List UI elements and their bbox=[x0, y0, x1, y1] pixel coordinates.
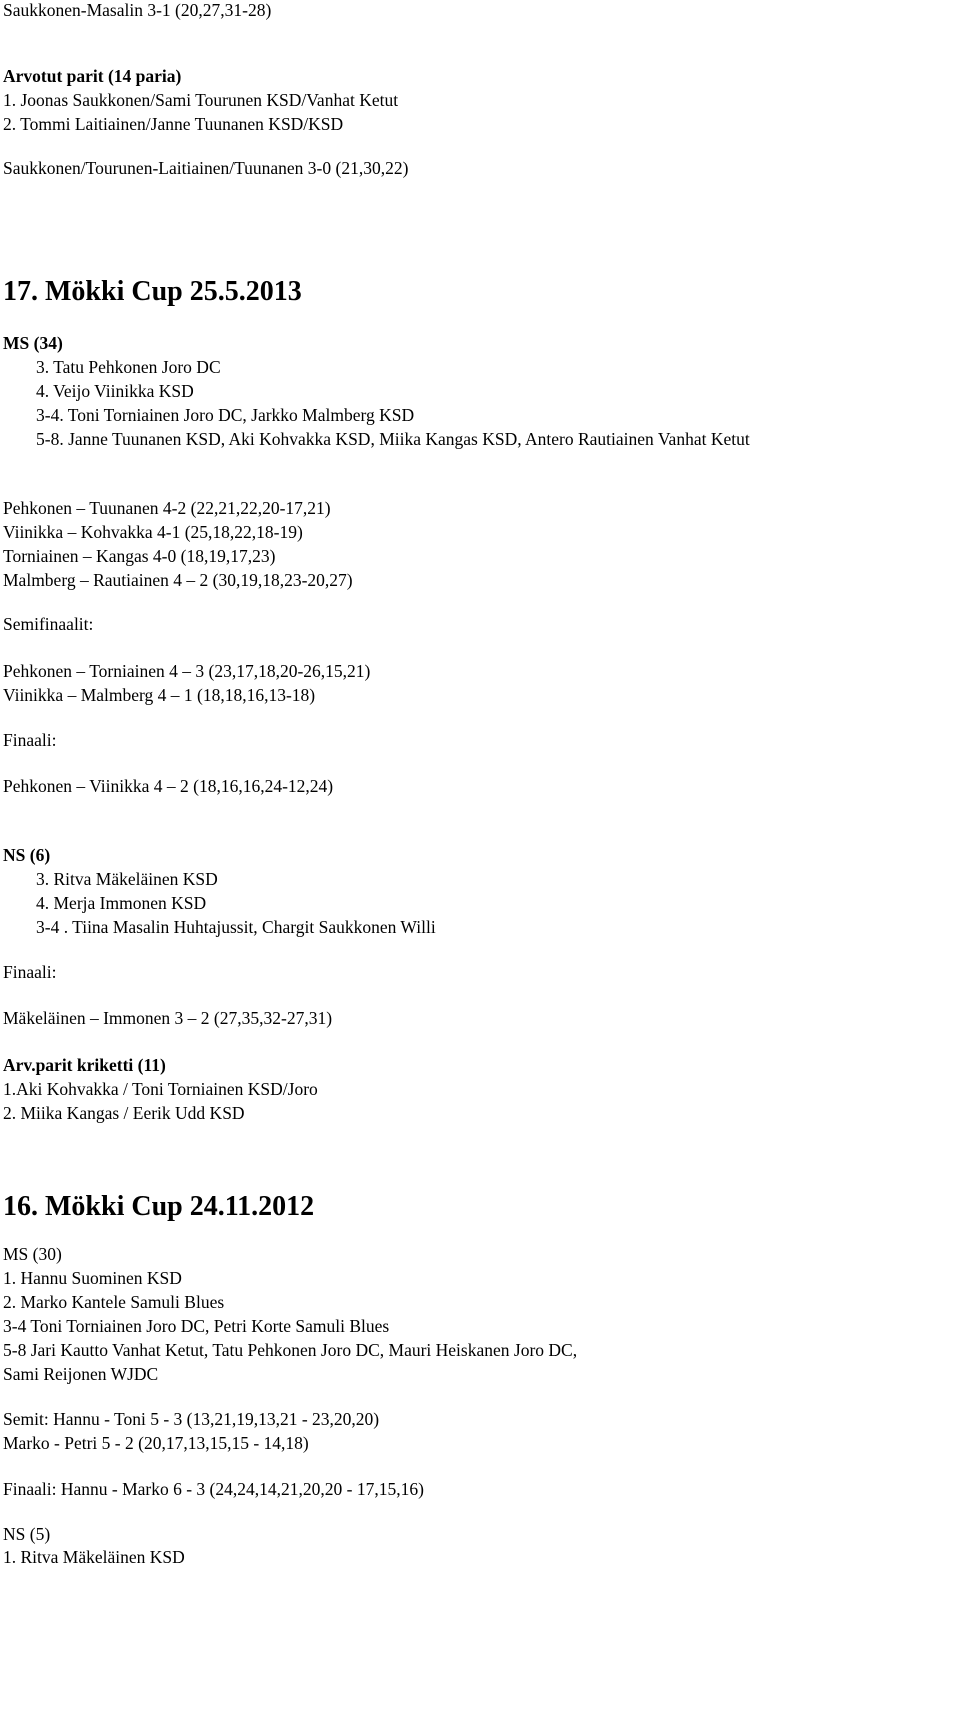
kriketti-place-2: 2. Miika Kangas / Eerik Udd KSD bbox=[3, 1103, 245, 1123]
cup-17-title: 17. Mökki Cup 25.5.2013 bbox=[3, 276, 302, 307]
ms-place-3-4: 3-4. Toni Torniainen Joro DC, Jarkko Malmberg KSD bbox=[36, 405, 415, 425]
quarterfinal-4: Malmberg – Rautiainen 4 – 2 (30,19,18,23-20,27) bbox=[3, 570, 353, 590]
ns-final-heading: Finaali: bbox=[3, 962, 57, 982]
ns-heading: NS (6) bbox=[3, 845, 51, 865]
final-heading: Finaali: bbox=[3, 730, 57, 750]
kriketti-place-1: 1.Aki Kohvakka / Toni Torniainen KSD/Joro bbox=[3, 1079, 318, 1099]
semifinals-heading: Semifinaalit: bbox=[3, 614, 94, 634]
ns-place-4: 4. Merja Immonen KSD bbox=[36, 893, 207, 913]
semifinal-1: Pehkonen – Torniainen 4 – 3 (23,17,18,20-26,15,21) bbox=[3, 661, 371, 681]
cup-16-title: 16. Mökki Cup 24.11.2012 bbox=[3, 1191, 315, 1222]
kriketti-heading: Arv.parit kriketti (11) bbox=[3, 1055, 166, 1075]
final-result: Pehkonen – Viinikka 4 – 2 (18,16,16,24-12,24) bbox=[3, 776, 334, 796]
ns-place-3: 3. Ritva Mäkeläinen KSD bbox=[36, 869, 218, 889]
pairs-result-2: 2. Tommi Laitiainen/Janne Tuunanen KSD/KSD bbox=[3, 114, 344, 134]
ms16-semifinal-1: Semit: Hannu - Toni 5 - 3 (13,21,19,13,21 - 23,20,20) bbox=[3, 1409, 380, 1429]
ms16-place-2: 2. Marko Kantele Samuli Blues bbox=[3, 1292, 225, 1312]
quarterfinal-2: Viinikka – Kohvakka 4-1 (25,18,22,18-19) bbox=[3, 522, 303, 542]
ms-place-4: 4. Veijo Viinikka KSD bbox=[36, 381, 194, 401]
ms16-place-3-4: 3-4 Toni Torniainen Joro DC, Petri Korte Samuli Blues bbox=[3, 1316, 390, 1336]
ms16-final: Finaali: Hannu - Marko 6 - 3 (24,24,14,21,20,20 - 17,15,16) bbox=[3, 1479, 424, 1499]
pairs-result-1: 1. Joonas Saukkonen/Sami Tourunen KSD/Vanhat Ketut bbox=[3, 90, 399, 110]
ms16-place-5-8-continued: Sami Reijonen WJDC bbox=[3, 1364, 159, 1384]
ms16-place-5-8: 5-8 Jari Kautto Vanhat Ketut, Tatu Pehkonen Joro DC, Mauri Heiskanen Joro DC, bbox=[3, 1340, 578, 1360]
pairs-final: Saukkonen/Tourunen-Laitiainen/Tuunanen 3-0 (21,30,22) bbox=[3, 158, 409, 178]
semifinal-2: Viinikka – Malmberg 4 – 1 (18,18,16,13-18) bbox=[3, 685, 316, 705]
pairs-heading: Arvotut parit (14 paria) bbox=[3, 66, 182, 86]
previous-final-result: Saukkonen-Masalin 3-1 (20,27,31-28) bbox=[3, 0, 272, 20]
ms16-semifinal-2: Marko - Petri 5 - 2 (20,17,13,15,15 - 14,18) bbox=[3, 1433, 309, 1453]
ns-place-3-4: 3-4 . Tiina Masalin Huhtajussit, Chargit Saukkonen Willi bbox=[36, 917, 436, 937]
ms16-heading: MS (30) bbox=[3, 1244, 62, 1264]
quarterfinal-1: Pehkonen – Tuunanen 4-2 (22,21,22,20-17,21) bbox=[3, 498, 331, 518]
ns16-place-1: 1. Ritva Mäkeläinen KSD bbox=[3, 1547, 185, 1567]
quarterfinal-3: Torniainen – Kangas 4-0 (18,19,17,23) bbox=[3, 546, 276, 566]
ms-place-3: 3. Tatu Pehkonen Joro DC bbox=[36, 357, 221, 377]
ms16-place-1: 1. Hannu Suominen KSD bbox=[3, 1268, 182, 1288]
ns-final-result: Mäkeläinen – Immonen 3 – 2 (27,35,32-27,31) bbox=[3, 1008, 333, 1028]
ms-place-5-8: 5-8. Janne Tuunanen KSD, Aki Kohvakka KSD, Miika Kangas KSD, Antero Rautiainen Vanhat Ketut bbox=[36, 429, 750, 449]
ms-heading: MS (34) bbox=[3, 333, 63, 353]
ns16-heading: NS (5) bbox=[3, 1524, 51, 1544]
